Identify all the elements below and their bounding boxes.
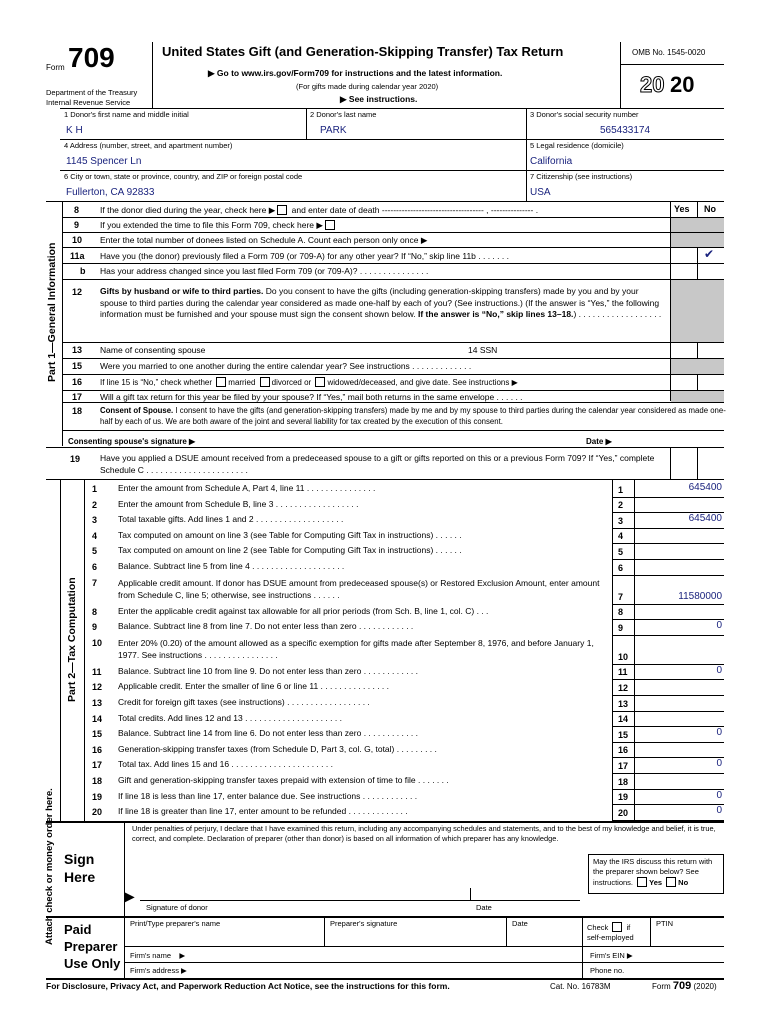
tax-line-num: 4: [92, 530, 98, 541]
l4-label: 4 Address (number, street, and apartment number): [64, 141, 233, 150]
tax-line-box: 20: [618, 807, 629, 818]
tax-line-rule: [612, 604, 724, 605]
line-8-num: 8: [74, 205, 80, 215]
extended-checkbox[interactable]: [325, 220, 335, 230]
tax-line-num: 11: [92, 666, 102, 677]
line-12-end: ) . . . . . . . . . . . . . . . . . .: [573, 309, 662, 319]
tax-line-num: 7: [92, 577, 98, 588]
tax-line-num: 5: [92, 546, 98, 557]
here-label: Here: [64, 869, 96, 885]
line-14-text: 14 SSN: [468, 345, 498, 355]
line-19-num: 19: [70, 454, 81, 464]
donor-citizenship[interactable]: USA: [530, 187, 551, 198]
tax-line-box: 18: [618, 776, 629, 787]
tax-line-amount[interactable]: 0: [716, 758, 722, 770]
footer-form-number: 709: [672, 980, 692, 992]
tax-line-box: 12: [618, 683, 629, 693]
may-irs-label: May the IRS discuss this return with the preparer shown below? See instructions.: [593, 857, 713, 887]
line-11b-text: Has your address changed since you last filed Form 709 (or 709-A)? . . . . . . . . . . . . . . .: [100, 266, 429, 276]
tax-line-box: 10: [618, 651, 629, 662]
tax-line-rule: [612, 711, 724, 712]
preparer-signature-field[interactable]: Preparer's signature: [330, 919, 398, 928]
donor-address[interactable]: 1145 Spencer Ln: [66, 156, 142, 167]
line-18-rest: I consent to have the gifts (and generation-skipping transfers) made by me and by my spouse to third parties during the calendar year considered as made one-half by each of us. We are both aware of the joint and several liability for tax created by the execution of this consent.: [100, 406, 726, 426]
line-10-text: Enter the total number of donees listed on Schedule A. Count each person only once ▶: [100, 235, 428, 245]
l5-label: 5 Legal residence (domicile): [530, 141, 624, 150]
donor-residence[interactable]: California: [530, 156, 573, 167]
tax-line-num: 1: [92, 484, 98, 494]
self-employed-check: [587, 922, 630, 932]
firm-name-field[interactable]: Firm's name ▶: [130, 951, 186, 960]
no-header: No: [704, 204, 716, 214]
discuss-no-checkbox[interactable]: [666, 877, 676, 887]
line-12-bold2: If the answer is “No,” skip lines 13–18.: [418, 309, 574, 319]
line-17-num: 17: [72, 392, 83, 402]
line-10-num: 10: [72, 235, 83, 245]
tax-line-num: 19: [92, 791, 103, 802]
line-15-num: 15: [72, 361, 83, 371]
footer-form-word: Form: [652, 982, 671, 991]
footer-year: (2020): [693, 982, 717, 991]
form-number: 709: [68, 42, 115, 73]
tax-line-text: Total tax. Add lines 15 and 16 . . . . . . . . . . . . . . . . . . . . . .: [118, 759, 333, 770]
tax-line-rule: [612, 679, 724, 680]
tax-line-text: Total taxable gifts. Add lines 1 and 2 . . . . . . . . . . . . . . . . . . .: [118, 514, 344, 525]
line-19-text: Have you applied a DSUE amount received from a predeceased spouse to a gift or gifts reported on this or a previous Form 709? If “Yes,” complete Schedule C . . . . . . . . . . . . . . . . . . . . . .: [100, 453, 655, 475]
for-gifts-note: (For gifts made during calendar year 2020): [296, 82, 439, 91]
tax-line-amount[interactable]: 0: [716, 664, 722, 676]
line-9-text: [100, 220, 337, 231]
tax-line-box: 6: [618, 562, 624, 573]
divorced-checkbox[interactable]: [260, 377, 270, 387]
firm-address-field[interactable]: Firm's address ▶: [130, 966, 187, 975]
line-8-text: [100, 205, 538, 216]
tax-line-rule: [612, 773, 724, 774]
tax-line-num: 13: [92, 698, 103, 708]
tax-line-box: 2: [618, 500, 624, 511]
tax-line-rule: [612, 559, 724, 560]
divorced-label: divorced or: [271, 378, 312, 387]
tax-line-text: Balance. Subtract line 8 from line 7. Do not enter less than zero . . . . . . . . . . . .: [118, 621, 414, 632]
firm-name-label: Firm's name: [130, 951, 172, 960]
died-checkbox[interactable]: [277, 205, 287, 215]
donor-city[interactable]: Fullerton, CA 92833: [66, 187, 155, 198]
tax-line-text: If line 18 is greater than line 17, enter amount to be refunded . . . . . . . . . . . . .: [118, 806, 408, 817]
line-18-bold: Consent of Spouse.: [100, 406, 174, 415]
tax-line-text: Enter 20% (0.20) of the amount allowed as a specific exemption for gifts made after September 8, 1976, and before January 1, 1977. See instructions . . . . . . . . . . . . . . . .: [118, 637, 594, 660]
tax-line-text: If line 18 is less than line 17, enter balance due. See instructions . . . . . . . . . . . .: [118, 790, 418, 801]
preparer-name-field[interactable]: Print/Type preparer's name: [130, 919, 221, 928]
self-employed-label: self-employed: [587, 933, 634, 942]
tax-line-amount[interactable]: 0: [716, 620, 722, 632]
donor-first-name[interactable]: K H: [66, 125, 83, 136]
line-16-text: [100, 377, 518, 388]
tax-line-box: 15: [618, 729, 629, 740]
widowed-label: widowed/deceased, and give date. See instructions ▶: [327, 378, 518, 387]
tax-line-box: 17: [618, 761, 629, 771]
tax-line-box: 4: [618, 531, 624, 542]
tax-line-num: 16: [92, 744, 103, 755]
line-18-num: 18: [72, 406, 83, 416]
preparer-date-field[interactable]: Date: [512, 919, 528, 928]
penalty-statement: Under penalties of perjury, I declare that I have examined this return, including any accompanying schedules and statements, and to the best of my knowledge and belief, it is true, correct, and complete. Declaration of preparer (other than donor) is based on all information of which preparer has any knowledge.: [132, 824, 716, 843]
tax-line-rule: [612, 742, 724, 743]
disclosure-notice: For Disclosure, Privacy Act, and Paperwork Reduction Act Notice, see the instructions for this form.: [46, 981, 450, 991]
donor-sign-date[interactable]: Date: [476, 903, 492, 912]
use-only-label: Use Only: [64, 956, 121, 971]
tax-line-rule: [612, 497, 724, 498]
sign-label: Sign: [64, 851, 95, 867]
paid-label: Paid: [64, 922, 92, 937]
tax-line-num: 2: [92, 499, 98, 510]
tax-line-num: 12: [92, 682, 103, 693]
line-8-b: and enter date of death: [291, 205, 380, 215]
self-employed-checkbox[interactable]: [612, 922, 622, 932]
tax-line-text: Enter the amount from Schedule A, Part 4, line 11 . . . . . . . . . . . . . . .: [118, 483, 376, 493]
tax-line-num: 9: [92, 622, 98, 633]
donor-last-name[interactable]: PARK: [320, 125, 347, 136]
line-16-a: If line 15 is “No,” check whether: [100, 378, 213, 387]
l6-label: 6 City or town, state or province, country, and ZIP or foreign postal code: [64, 172, 303, 181]
tax-line-num: 10: [92, 637, 103, 648]
tax-line-amount[interactable]: 11580000: [678, 590, 722, 602]
goto-instructions: ▶ Go to www.irs.gov/Form709 for instructions and the latest information.: [208, 68, 503, 78]
line-13-text: Name of consenting spouse: [100, 345, 206, 355]
year-bold: 20: [670, 72, 695, 97]
tax-line-num: 8: [92, 606, 98, 617]
form-title: United States Gift (and Generation-Skipping Transfer) Tax Return: [162, 44, 564, 59]
line-17-text: Will a gift tax return for this year be filed by your spouse? If “Yes,” mail both returns in the same envelope . . . . . .: [100, 392, 523, 402]
ptin-field[interactable]: PTIN: [656, 919, 674, 928]
tax-line-num: 3: [92, 515, 98, 526]
consent-date[interactable]: Date ▶: [586, 437, 612, 446]
if-label: if: [626, 923, 631, 932]
discuss-no-label: No: [678, 878, 689, 887]
tax-line-box: 16: [618, 745, 629, 756]
part2-side-label: Part 2—Tax Computation: [66, 577, 78, 702]
form-word: Form: [46, 63, 65, 72]
tax-line-box: 8: [618, 607, 624, 618]
dept-line2: Internal Revenue Service: [46, 98, 131, 107]
omb-number: OMB No. 1545-0020: [632, 48, 706, 57]
line-9-num: 9: [74, 220, 80, 230]
line-18-text: [100, 405, 726, 427]
phone-field[interactable]: Phone no.: [590, 966, 625, 975]
line-16-num: 16: [72, 377, 83, 387]
tax-line-box: 19: [618, 792, 629, 803]
tax-line-box: 13: [618, 698, 629, 709]
firm-ein-field[interactable]: Firm's EIN ▶: [590, 951, 633, 960]
line-15-text: Were you married to one another during the entire calendar year? See instructions . . . . . . . . . . . . .: [100, 361, 472, 371]
dept-line1: Department of the Treasury: [46, 88, 138, 97]
irs-discuss-text: [589, 855, 723, 890]
preparer-label: Preparer: [64, 939, 118, 954]
tax-line-amount[interactable]: 645400: [688, 482, 722, 493]
tax-line-box: 11: [618, 667, 628, 678]
tax-line-num: 14: [92, 713, 103, 724]
line-11a-text: Have you (the donor) previously filed a Form 709 (or 709-A) for any other year? If “No,” skip line 11b . . . . . . .: [100, 251, 509, 261]
footer-form-id: [652, 982, 717, 991]
tax-line-text: Enter the amount from Schedule B, line 3 . . . . . . . . . . . . . . . . . .: [118, 498, 359, 509]
tax-line-box: 9: [618, 622, 624, 633]
l2-label: 2 Donor's last name: [310, 110, 377, 119]
line-8-dots: ------------------------------------ , --------------- .: [381, 205, 539, 215]
tax-line-text: Enter the applicable credit against tax allowable for all prior periods (from Sch. B, line 1, col. C) . . .: [118, 605, 489, 616]
line-12-rest: Do you consent to have the gifts (including generation-skipping transfers) made by you and by your spouse to third parties during the calendar year considered as made one-half by each of you? (See instructions.) (If the answer is “Yes,” the following information must be furnished and your spouse must sign the consent shown below.: [100, 286, 660, 319]
tax-line-rule: [612, 695, 724, 696]
line-12-bold: Gifts by husband or wife to third parties.: [100, 286, 264, 296]
l1-label: 1 Donor's first name and middle initial: [64, 110, 189, 119]
tax-line-rule: [612, 528, 724, 529]
tax-line-amount[interactable]: 0: [716, 789, 722, 801]
tax-line-text: Tax computed on amount on line 3 (see Table for Computing Gift Tax in instructions) . . . . . .: [118, 529, 462, 540]
tax-line-rule: [612, 543, 724, 544]
discuss-yes-label: Yes: [649, 878, 663, 887]
line-9-label: If you extended the time to file this Form 709, check here ▶: [100, 220, 323, 230]
line-13-num: 13: [72, 345, 83, 355]
tax-line-text: Total credits. Add lines 12 and 13 . . . . . . . . . . . . . . . . . . . . .: [118, 712, 342, 723]
line-11b-num: b: [80, 266, 86, 276]
line-8-a: If the donor died during the year, check here ▶: [100, 205, 276, 215]
line-12-text: [100, 286, 664, 321]
check-label: Check: [587, 923, 609, 932]
tax-line-text: Credit for foreign gift taxes (see instructions) . . . . . . . . . . . . . . . . . .: [118, 697, 370, 707]
tax-line-rule: [612, 575, 724, 576]
catalog-number: Cat. No. 16783M: [550, 982, 611, 991]
tax-line-box: 5: [618, 547, 624, 557]
attach-check-label: Attach check or money order here.: [44, 788, 55, 945]
tax-line-text: Balance. Subtract line 14 from line 6. Do not enter less than zero . . . . . . . . . . . .: [118, 728, 419, 739]
donor-ssn[interactable]: 565433174: [600, 125, 651, 136]
tax-line-text: Balance. Subtract line 5 from line 4 . . . . . . . . . . . . . . . . . . . .: [118, 561, 345, 571]
tax-line-amount[interactable]: 0: [716, 805, 722, 817]
tax-line-text: Applicable credit amount. If donor has DSUE amount from predeceased spouse(s) or Restored Exclusion Amount, enter amount from Schedule C, line 5; otherwise, see instructions . . . . . .: [118, 577, 600, 600]
married-label: married: [228, 378, 256, 387]
tax-line-box: 14: [618, 714, 629, 725]
line-11a-no-check[interactable]: ✔: [704, 247, 715, 261]
line-12-num: 12: [72, 287, 83, 297]
tax-line-text: Tax computed on amount on line 2 (see Table for Computing Gift Tax in instructions) . . . . . .: [118, 545, 462, 556]
widowed-checkbox[interactable]: [315, 377, 325, 387]
tax-line-num: 17: [92, 760, 103, 771]
part1-side-label: Part 1—General Information: [46, 242, 58, 382]
irs-discuss-box: [588, 854, 724, 894]
yes-header: Yes: [674, 204, 690, 214]
tax-line-num: 18: [92, 776, 103, 786]
tax-line-text: Applicable credit. Enter the smaller of line 6 or line 11 . . . . . . . . . . . . . . .: [118, 681, 390, 692]
see-instructions: ▶ See instructions.: [340, 94, 418, 104]
line-11a-num: 11a: [70, 251, 85, 261]
tax-line-num: 15: [92, 729, 103, 740]
tax-line-text: Generation-skipping transfer taxes (from Schedule D, Part 3, col. G, total) . . . . . . . . .: [118, 743, 437, 754]
discuss-yes-checkbox[interactable]: [637, 877, 647, 887]
l7-label: 7 Citizenship (see instructions): [530, 172, 633, 181]
tax-line-box: 3: [618, 515, 624, 526]
tax-line-num: 20: [92, 807, 103, 818]
donor-signature-field[interactable]: Signature of donor: [146, 903, 208, 912]
tax-line-text: Balance. Subtract line 10 from line 9. Do not enter less than zero . . . . . . . . . . . .: [118, 665, 419, 676]
tax-line-num: 6: [92, 562, 98, 572]
l3-label: 3 Donor's social security number: [530, 110, 639, 119]
consenting-spouse-signature[interactable]: Consenting spouse's signature ▶: [68, 437, 196, 446]
tax-line-box: 7: [618, 591, 624, 602]
married-checkbox[interactable]: [216, 377, 226, 387]
tax-line-amount[interactable]: 645400: [688, 513, 722, 525]
tax-line-text: Gift and generation-skipping transfer taxes prepaid with extension of time to file . . . . . . .: [118, 775, 449, 785]
tax-line-box: 1: [618, 484, 624, 495]
sign-arrow-icon: ▶: [124, 888, 135, 904]
tax-line-amount[interactable]: 0: [716, 727, 722, 739]
tax-line-rule: [612, 635, 724, 636]
year-outline: 20: [640, 72, 665, 97]
